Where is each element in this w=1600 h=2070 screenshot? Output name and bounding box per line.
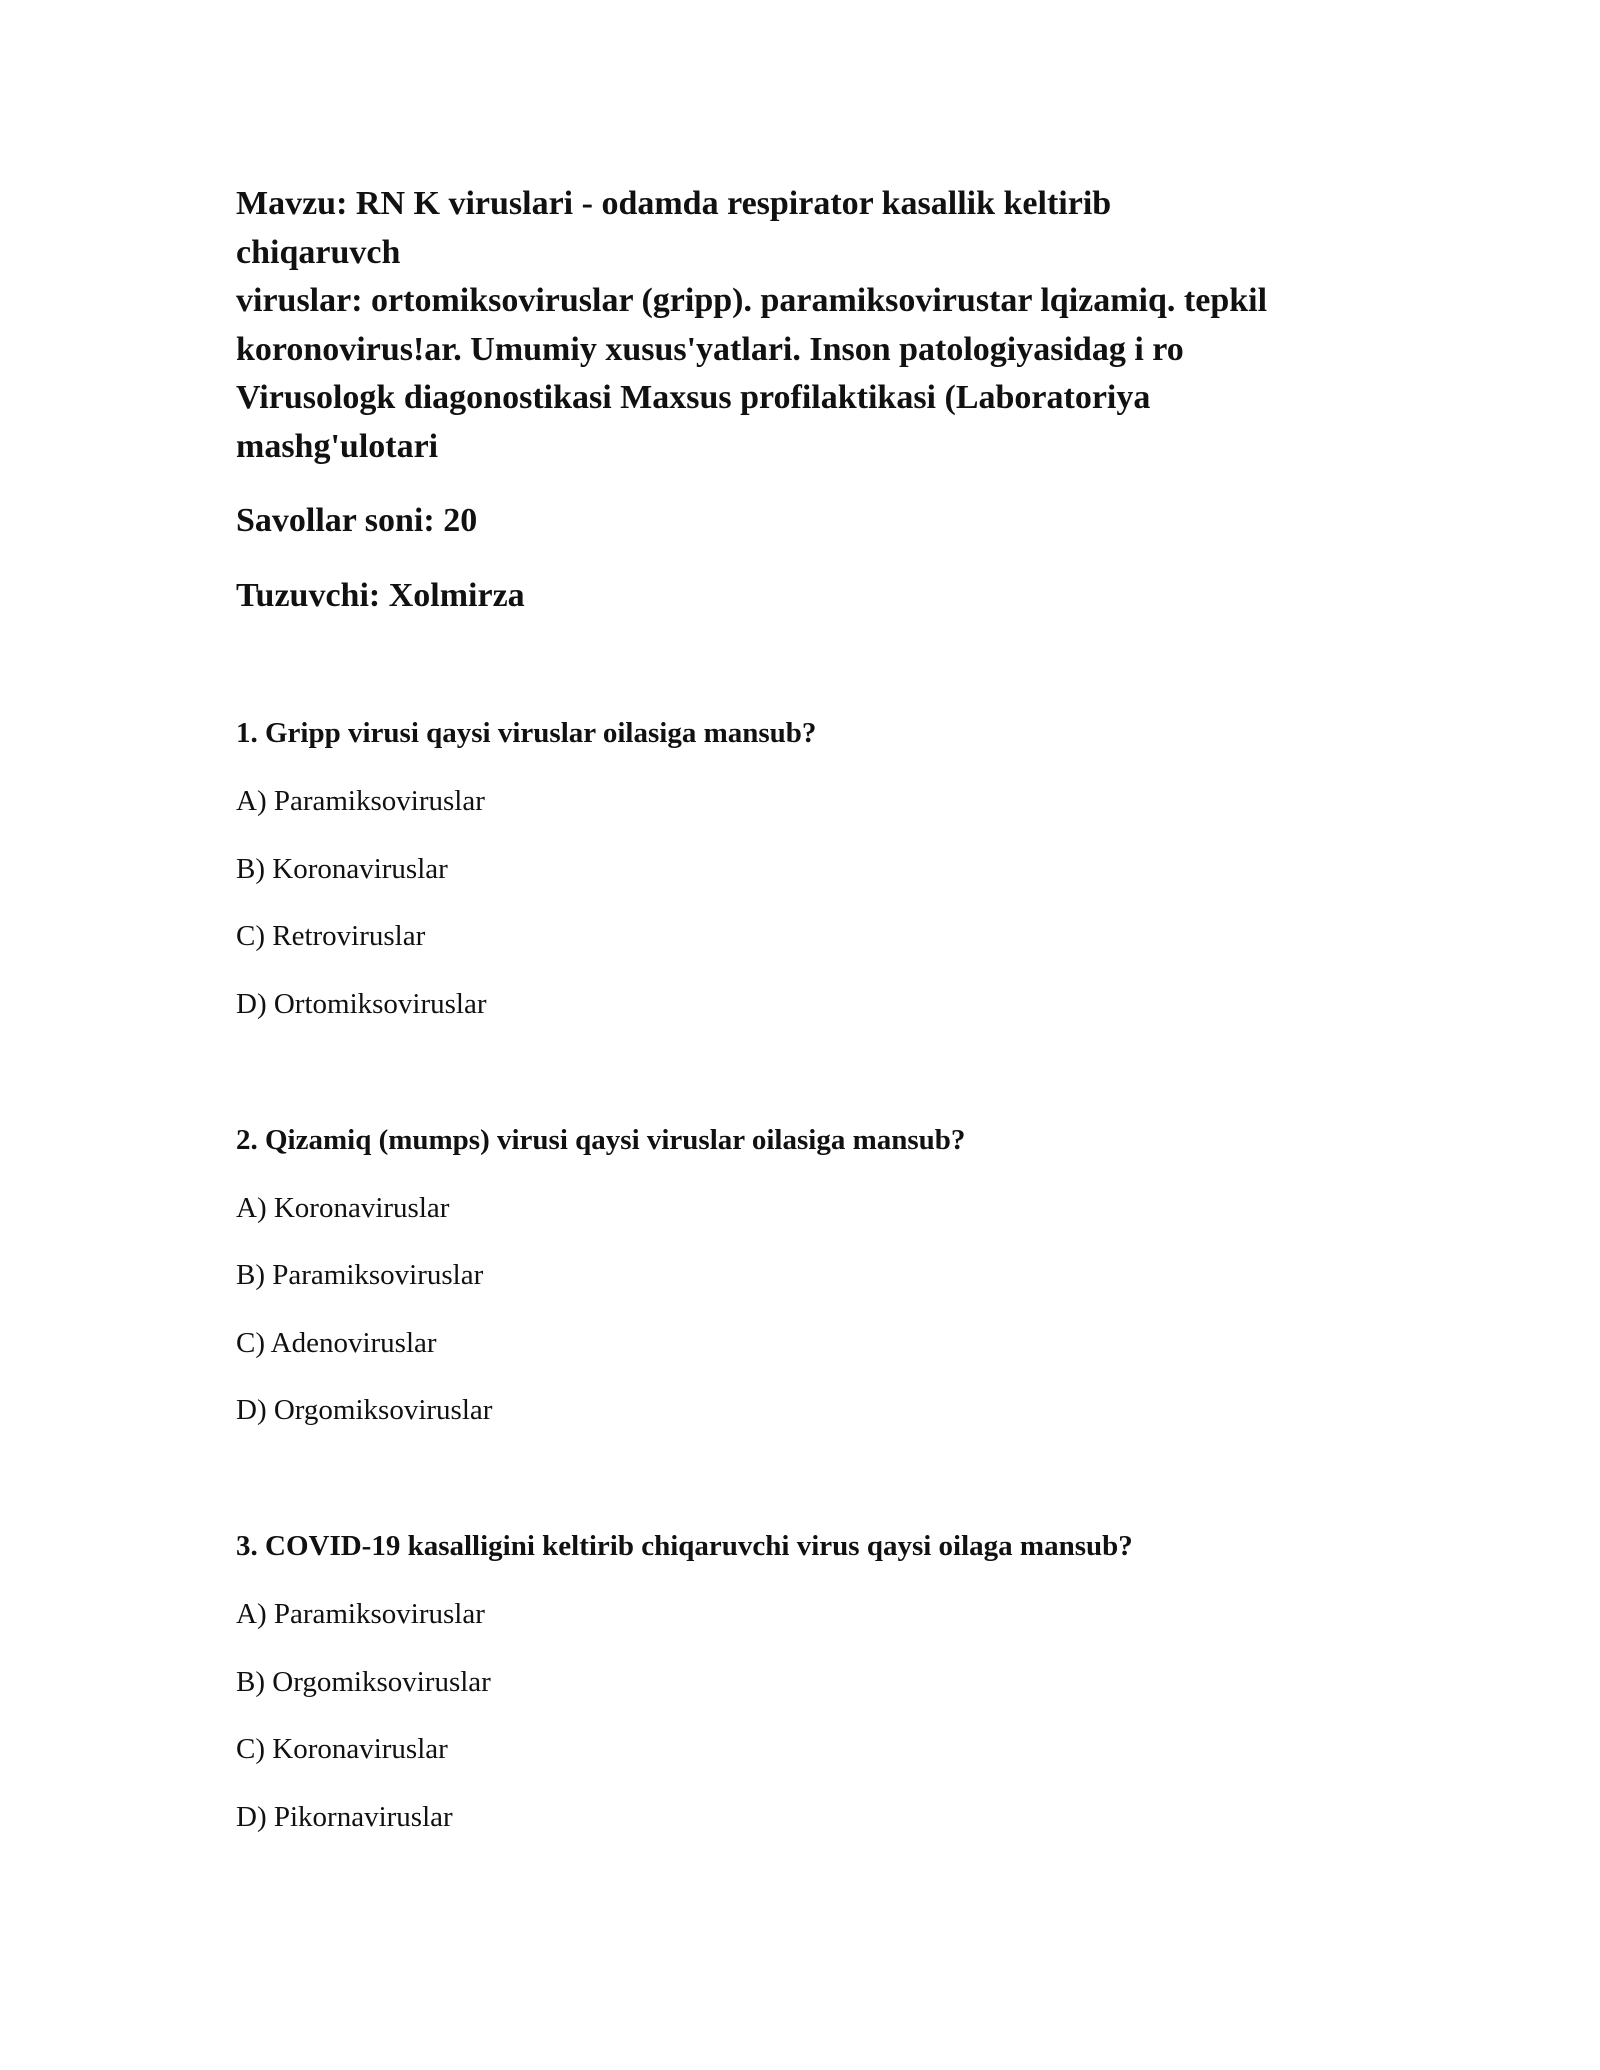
author: Tuzuvchi: Xolmirza [236, 577, 525, 614]
answer-option-b: B) Orgomiksoviruslar [236, 1665, 491, 1698]
question-3 [236, 1526, 1400, 1837]
answer-option-a: A) Paramiksoviruslar [236, 1598, 485, 1630]
document-title [236, 180, 1400, 471]
answer-option-c: C) Adenoviruslar [236, 1326, 437, 1359]
question-text: 3. COVID-19 kasalligini keltirib chiqaruvchi virus qaysi oilaga mansub? [236, 1530, 1133, 1562]
question-1 [236, 713, 1400, 1024]
title-line: mashg'ulotari [236, 427, 439, 465]
answer-option-d: D) Ortomiksoviruslar [236, 987, 487, 1020]
answer-option-c: C) Retroviruslar [236, 920, 426, 952]
answer-option-d: D) Pikornaviruslar [236, 1800, 453, 1833]
answer-option-a: A) Koronaviruslar [236, 1191, 450, 1224]
question-2 [236, 1120, 1400, 1431]
answer-option-b: B) Paramiksoviruslar [236, 1259, 484, 1291]
answer-option-a: A) Paramiksoviruslar [236, 785, 485, 817]
title-line: Mavzu: RN K viruslari - odamda respirator kasallik keltirib [236, 185, 1112, 222]
title-line: Virusologk diagonostikasi Maxsus profilaktikasi (Laboratoriya [236, 379, 1151, 416]
title-line: viruslar: ortomiksoviruslar (gripp). paramiksovirustar lqizamiq. tepkil [236, 282, 1268, 319]
answer-option-d: D) Orgomiksoviruslar [236, 1394, 493, 1426]
question-text: 1. Gripp virusi qaysi viruslar oilasiga mansub? [236, 717, 817, 749]
question-text: 2. Qizamiq (mumps) virusi qaysi viruslar oilasiga mansub? [236, 1123, 966, 1156]
title-line: koronovirus!ar. Umumiy xusus'yatlari. Inson patologiyasidag i ro [236, 330, 1184, 368]
answer-option-c: C) Koronaviruslar [236, 1733, 448, 1765]
title-line: chiqaruvch [236, 233, 401, 271]
question-count: Savollar soni: 20 [236, 502, 478, 539]
answer-option-b: B) Koronaviruslar [236, 852, 448, 885]
